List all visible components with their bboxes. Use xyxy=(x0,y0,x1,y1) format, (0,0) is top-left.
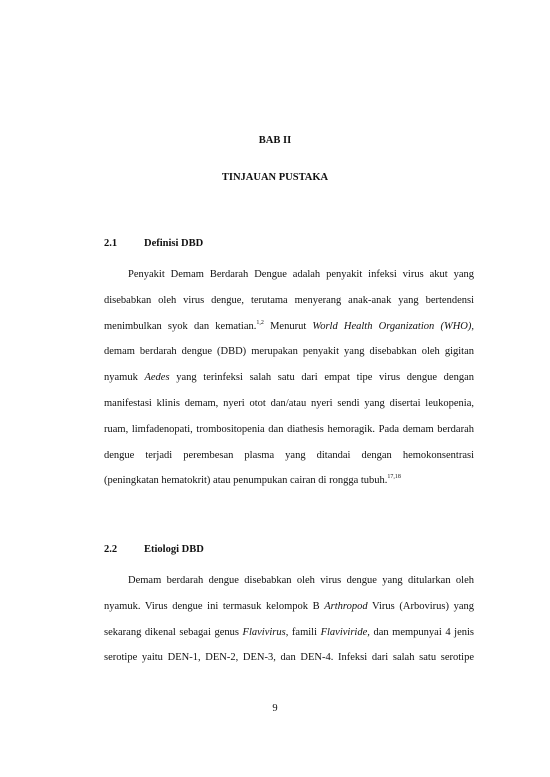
paragraph-line: menimbulkan syok dan kematian.$^{1,2}$ Menurut World Health Organization (WHO), xyxy=(104,319,474,332)
paragraph-line: demam berdarah dengue (DBD) merupakan penyakit yang disebabkan oleh gigitan xyxy=(104,346,474,358)
section-number: 2.2 xyxy=(104,544,118,555)
paragraph-line: Penyakit Demam Berdarah Dengue adalah penyakit infeksi virus akut yang xyxy=(128,269,474,280)
citation-superscript: 17,18 xyxy=(387,474,401,481)
paragraph-line: disebabkan oleh virus dengue, terutama menyerang anak-anak yang bertendensi xyxy=(104,294,474,306)
paragraph-line: nyamuk Aedes yang terinfeksi salah satu dari empat tipe virus dengue dengan xyxy=(104,372,474,384)
italic-term: World Health Organization (WHO), xyxy=(312,320,474,332)
italic-term: Arthropod xyxy=(324,600,368,612)
chapter-title: TINJAUAN PUSTAKA xyxy=(221,172,329,183)
paragraph-line: Demam berdarah dengue disebabkan oleh virus dengue yang ditularkan oleh xyxy=(128,575,474,586)
chapter-heading: BAB II xyxy=(258,135,292,146)
citation-superscript: 1,2 xyxy=(256,319,264,326)
paragraph-line: sekarang dikenal sebagai genus Flavivirus, famili Flaviviride, dan mempunyai 4 jenis xyxy=(104,626,474,638)
section-title: Definisi DBD xyxy=(144,238,204,249)
paragraph-line: serotipe yaitu DEN-1, DEN-2, DEN-3, dan DEN-4. Infeksi dari salah satu serotipe xyxy=(104,652,474,664)
paragraph-definisi xyxy=(104,262,474,494)
paragraph-etiologi xyxy=(104,568,474,671)
paragraph-line: dengue terjadi perembesan plasma yang ditandai dengan hemokonsentrasi xyxy=(104,449,474,461)
paragraph-line: nyamuk. Virus dengue ini termasuk kelompok B Arthropod Virus (Arbovirus) yang xyxy=(104,600,475,612)
italic-term: Flaviviride, xyxy=(320,626,370,638)
italic-term: Aedes xyxy=(144,372,170,384)
paragraph-line: (peningkatan hematokrit) atau penumpukan cairan di rongga tubuh.$^{17,18}$ xyxy=(104,474,401,487)
section-title: Etiologi DBD xyxy=(144,544,204,555)
section-heading-definisi xyxy=(104,238,203,249)
paragraph-line: manifestasi klinis demam, nyeri otot dan/atau nyeri sendi yang disertai leukopenia, xyxy=(104,397,474,409)
page-number: 9 xyxy=(272,703,278,714)
section-heading-etiologi xyxy=(104,544,204,555)
paragraph-line: ruam, limfadenopati, trombositopenia dan diathesis hemoragik. Pada demam berdarah xyxy=(104,423,474,435)
section-number: 2.1 xyxy=(104,238,118,249)
italic-term: Flavivirus xyxy=(242,626,286,638)
